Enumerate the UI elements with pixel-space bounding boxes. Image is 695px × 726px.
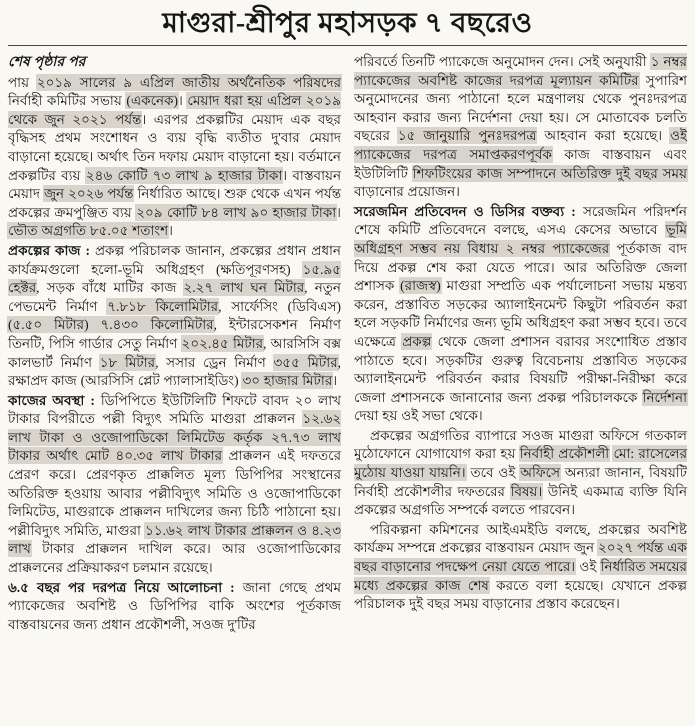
- article-column-right: [354, 53, 687, 615]
- continued-from-kicker: [8, 53, 341, 73]
- highlighted-text: মো: রাসেলের মুঠোয় যাওয়া যায়নি।: [354, 446, 687, 481]
- body-text: জানা গেছে প্রথম প্যাকেজের অবশিষ্ট ও ডিপিপির বাকি অংশের পূর্তকাজ বাস্তবায়নের জন্য প্রধান প্রকৌশলী, সওজ দু'টির: [8, 579, 341, 632]
- body-text: উনিই একমাত্র ব্যক্তি যিনি প্রকল্পের অগ্রগতি সম্পর্কে বলতে পারবেন।: [354, 483, 688, 518]
- body-text: সরেজমিন পরিদর্শন শেষে কমিটি প্রতিবেদনে বলছে, এসএ কেসের অভাবে: [354, 203, 687, 238]
- section-heading: ৬.৫ বছর পর দরপত্র নিয়ে আলোচনা :: [8, 579, 243, 595]
- highlighted-text: ২০২৭ পর্যন্ত এক বছর বাড়ানোর পদক্ষেপ নেয়া যেতে পারে।: [354, 540, 687, 575]
- body-text: , সড়ক বাঁধে মাটির কাজ: [36, 280, 184, 296]
- body-text: , নতুন পেভমেন্ট নির্মাণ: [8, 280, 341, 314]
- body-text: প্রকল্পের অগ্রগতির ব্যাপারে সওজ মাগুরা অফিসে গতকাল মুঠোফোনে যোগাযোগ করা হয়: [354, 427, 687, 462]
- article-paragraph: [354, 521, 687, 614]
- highlighted-text: (একনেক): [126, 93, 178, 109]
- body-text: কাজ বাস্তবায়ন এবং ইউটিলিটি: [354, 146, 687, 181]
- highlighted-text: ১৫ জানুয়ারি পুনঃদরপত্র: [397, 128, 537, 144]
- body-text: অন্যরা জানান, বিষয়টি নির্বাহী প্রকৌশলীর দফতরের: [354, 465, 687, 499]
- highlighted-text: ১২.৬২ লাখ টাকা ও ওজোপাডিকো লিমিটেড কর্তৃক ২৭.৭৩ লাখ টাকার অর্থাৎ মোট ৪০.৩৫ লাখ টাকার: [8, 411, 341, 464]
- body-text: প্রাক্কলন এই দফতরে প্রেরণ করে। প্রেরণকৃত প্রাক্কলিত মূল্য ডিপিপির সংস্থানের অতিরিক্ত হওয়ায় আবার পল্লীবিদ্যুৎ সমিতি ও ওজোপাডিকো লিমিটেড, মাগুরাকে প্রাক্কলন দাখিলের জন্য চিঠি পাঠানো হয়। পল্লীবিদ্যুৎ সমিতি, মাগুরা: [8, 448, 341, 538]
- section-heading: শেষ পৃষ্ঠার পর: [8, 55, 86, 70]
- article-body: [8, 53, 687, 635]
- body-text: ডিপিপিতে ইউটিলিটি শিফটে বাবদ ২০ লাখ টাকার বিপরীতে পল্লী বিদ্যুৎ সমিতি মাগুরা প্রাক্কলন: [8, 392, 341, 427]
- body-text: বাড়ানোর প্রয়োজন।: [354, 184, 461, 200]
- highlighted-text: ৩০ হাজার মিটার: [242, 373, 333, 389]
- highlighted-text: ওই প্যাকেজের দরপত্র সমাপ্তকরণপূর্বক: [354, 128, 687, 162]
- highlighted-text: ২.২৭ লাখ ঘন মিটার: [183, 280, 305, 296]
- highlighted-text: বিষয়।: [510, 483, 543, 499]
- highlighted-text: প্রকল্প: [402, 333, 432, 349]
- body-text: পায়: [8, 74, 37, 90]
- body-text: । এরপর প্রকল্পটির মেয়াদ এক বছর বৃদ্ধিসহ প্রথম সংশোধন ও ব্যয় বৃদ্ধি ব্যতীত দু'বার মেয়াদ বাড়ানো হয়েছে। অর্থাৎ তিন দফায় মেয়াদ বাড়ানো হয়। বর্তমানে প্রকল্পটির ব্যয়: [8, 111, 341, 183]
- highlighted-text: ২০২.৪৫ মিটার: [181, 335, 264, 351]
- body-text: প্রকল্প পরিচালক জানান, প্রকল্পের প্রধান প্রধান কার্যক্রমগুলো হলো-ভূমি অধিগ্রহণ (ক্ষতিপূরণসহ): [8, 242, 341, 277]
- highlighted-text: ২৪৬ কোটি ৭৩ লাখ ৯ হাজার টাকা: [85, 167, 283, 183]
- highlighted-text: নির্ধারিত সময়ের মধ্যে প্রকল্পের কাজ শেষ: [354, 559, 687, 593]
- body-text: করতে বলা হয়েছে। যেখানে প্রকল্প পরিচালক দুই বছর সময় বাড়ানোর প্রস্তাব করেছেন।: [354, 577, 687, 612]
- article-paragraph: [8, 392, 341, 578]
- highlighted-text: (রাজস্ব): [400, 278, 441, 294]
- body-text: । বাস্তবায়ন মেয়াদ: [8, 167, 341, 202]
- highlighted-text: ১ নম্বর প্যাকেজের অবশিষ্ট কাজের দরপত্র মূল্যায়ন কমিটির: [354, 54, 687, 88]
- body-text: , সসার ড্রেন নির্মাণ: [155, 354, 274, 370]
- highlighted-text: ৭.৮১৮ কিলোমিটার: [107, 298, 219, 314]
- article-paragraph: [354, 427, 687, 520]
- highlighted-text: নির্দেশনা: [642, 389, 687, 405]
- article-paragraph: [8, 74, 341, 241]
- section-heading: কাজের অবস্থা :: [8, 392, 101, 408]
- article-paragraph: [354, 53, 687, 202]
- highlighted-text: মেয়াদ ধরা হয় এপ্রিল ২০১৯ থেকে জুন ২০২১ পর্যন্ত: [8, 93, 341, 127]
- highlighted-text: ১৫.৯৫ হেক্টর: [8, 261, 341, 296]
- body-text: দেয়া হয় ওই সভা থেকে।: [354, 408, 483, 424]
- body-text: , রক্ষাপ্রদ কাজ (আরসিসি প্লেট প্যালাসাইডিং): [8, 354, 342, 389]
- body-text: ওই: [575, 559, 601, 575]
- body-text: নির্ধারিত আছে। শুরু থেকে এখন পর্যন্ত প্রকল্পের ক্রমপুঞ্জিত ব্যয়: [8, 186, 342, 220]
- body-text: , আরসিসি বক্স কালভার্ট নির্মাণ: [8, 335, 341, 370]
- article-paragraph: [8, 242, 341, 391]
- body-text: পূর্তকাজ বাদ দিয়ে প্রকল্প শেষ করা যেতে পারে। আর অতিরিক্ত জেলা প্রশাসক: [354, 240, 687, 294]
- body-text: , ইন্টারসেকশন নির্মাণ তিনটি, পিসি গার্ডার সেতু নির্মাণ: [8, 317, 341, 351]
- highlighted-text: শিফটিংয়ের কাজ সম্পাদনে অতিরিক্ত দুই বছর সময়: [412, 165, 687, 181]
- highlighted-text: ২০১৯ সালের ৯ এপ্রিল জাতীয় অর্থনৈতিক পরিষদের: [36, 74, 341, 90]
- body-text: মাগুরা সম্প্রতি এক পর্যালোচনা সভায় মন্তব্য করেন, প্রস্তাবিত সড়কের অ্যালাইনমেন্ট কিছুটা পরিবর্তন করা হলে সড়কটি নির্মাণের জন্য ভূমি অধিগ্রহণ করা সম্ভব হবে। তবে এক্ষেত্রে: [354, 278, 687, 349]
- article-paragraph: [8, 579, 341, 635]
- body-text: সুপারিশ অনুমোদনের জন্য পাঠানো হলে মন্ত্রণালয় থেকে পুনঃদরপত্র আহবান করার জন্য নির্দেশনা দেয়া হয়। সে মোতাবেক চলতি বছরের: [354, 72, 687, 144]
- body-text: থেকে জেলা প্রশাসন বরাবর সংশোধিত প্রস্তাব পাঠাতে হবে। সড়কটির গুরুত্ব বিবেচনায় প্রস্তাবিত সড়কের অ্যালাইনমেন্ট পরিবর্তন করার বিষয়টি পরীক্ষা-নিরীক্ষা করে জেলা প্রশাসনকে জানানোর জন্য প্রকল্প পরিচালককে: [354, 333, 687, 405]
- highlighted-text: ৩৫৫ মিটার: [273, 354, 338, 370]
- section-heading: সরেজমিন প্রতিবেদন ও ডিসির বক্তব্য :: [354, 203, 583, 219]
- highlighted-text: ভূমি অধিগ্রহণ সম্ভব নয় বিধায় ২ নম্বর প্যাকেজের: [354, 222, 687, 256]
- body-text: পরিকল্পনা কমিশনের আইএমইডি বলছে, প্রকল্পের অবশিষ্ট কার্যক্রম সম্পন্নে প্রকল্পের বাস্তবায়ন মেয়াদ জুন: [354, 521, 687, 556]
- article-title: মাগুরা-শ্রীপুর মহাসড়ক ৭ বছরেও: [162, 8, 533, 39]
- body-text: ।: [168, 223, 173, 239]
- body-text: পরিবর্তে তিনটি প্যাকেজে অনুমোদন দেন। সেই অনুযায়ী: [354, 54, 651, 69]
- article-paragraph: [354, 203, 687, 426]
- body-text: , সার্ফেসিং (ডিবিএস): [218, 298, 341, 314]
- body-text: ।: [332, 373, 338, 389]
- body-text: ।: [336, 204, 341, 220]
- headline-rule: [8, 45, 687, 46]
- highlighted-text: নির্বাহী প্রকৌশলী: [519, 446, 610, 462]
- section-heading: প্রকল্পের কাজ :: [8, 242, 95, 258]
- highlighted-text: অফিসে: [520, 465, 561, 481]
- highlighted-text: ভৌত অগ্রগতি ৮৫.০৫ শতাংশ: [8, 223, 169, 239]
- article-column-left: [8, 53, 341, 635]
- body-text: টাকার প্রাক্কলন দাখিল করে। আর ওজোপাডিকোর প্রাক্কলনের প্রক্রিয়াকরণ চলমান রয়েছে।: [8, 541, 341, 576]
- body-text: তবে ওই: [465, 465, 521, 481]
- highlighted-text: ১১.৬২ লাখ টাকার প্রাক্কলন ও ৪.২৩ লাখ: [8, 522, 341, 557]
- highlighted-text: জুন ২০২৬ পর্যন্ত: [43, 186, 134, 202]
- highlighted-text: (৫.৫০ মিটার) ৭.৪৩০ কিলোমিটার: [8, 317, 214, 333]
- body-text: আহবান করা হয়েছে।: [536, 128, 671, 144]
- highlighted-text: ১৮ মিটার: [99, 354, 156, 370]
- body-text: নির্বাহী কমিটির সভায়: [8, 93, 127, 109]
- highlighted-text: ২০৯ কোটি ৮৪ লাখ ৯০ হাজার টাকা: [136, 204, 337, 220]
- body-text: ।: [178, 93, 188, 109]
